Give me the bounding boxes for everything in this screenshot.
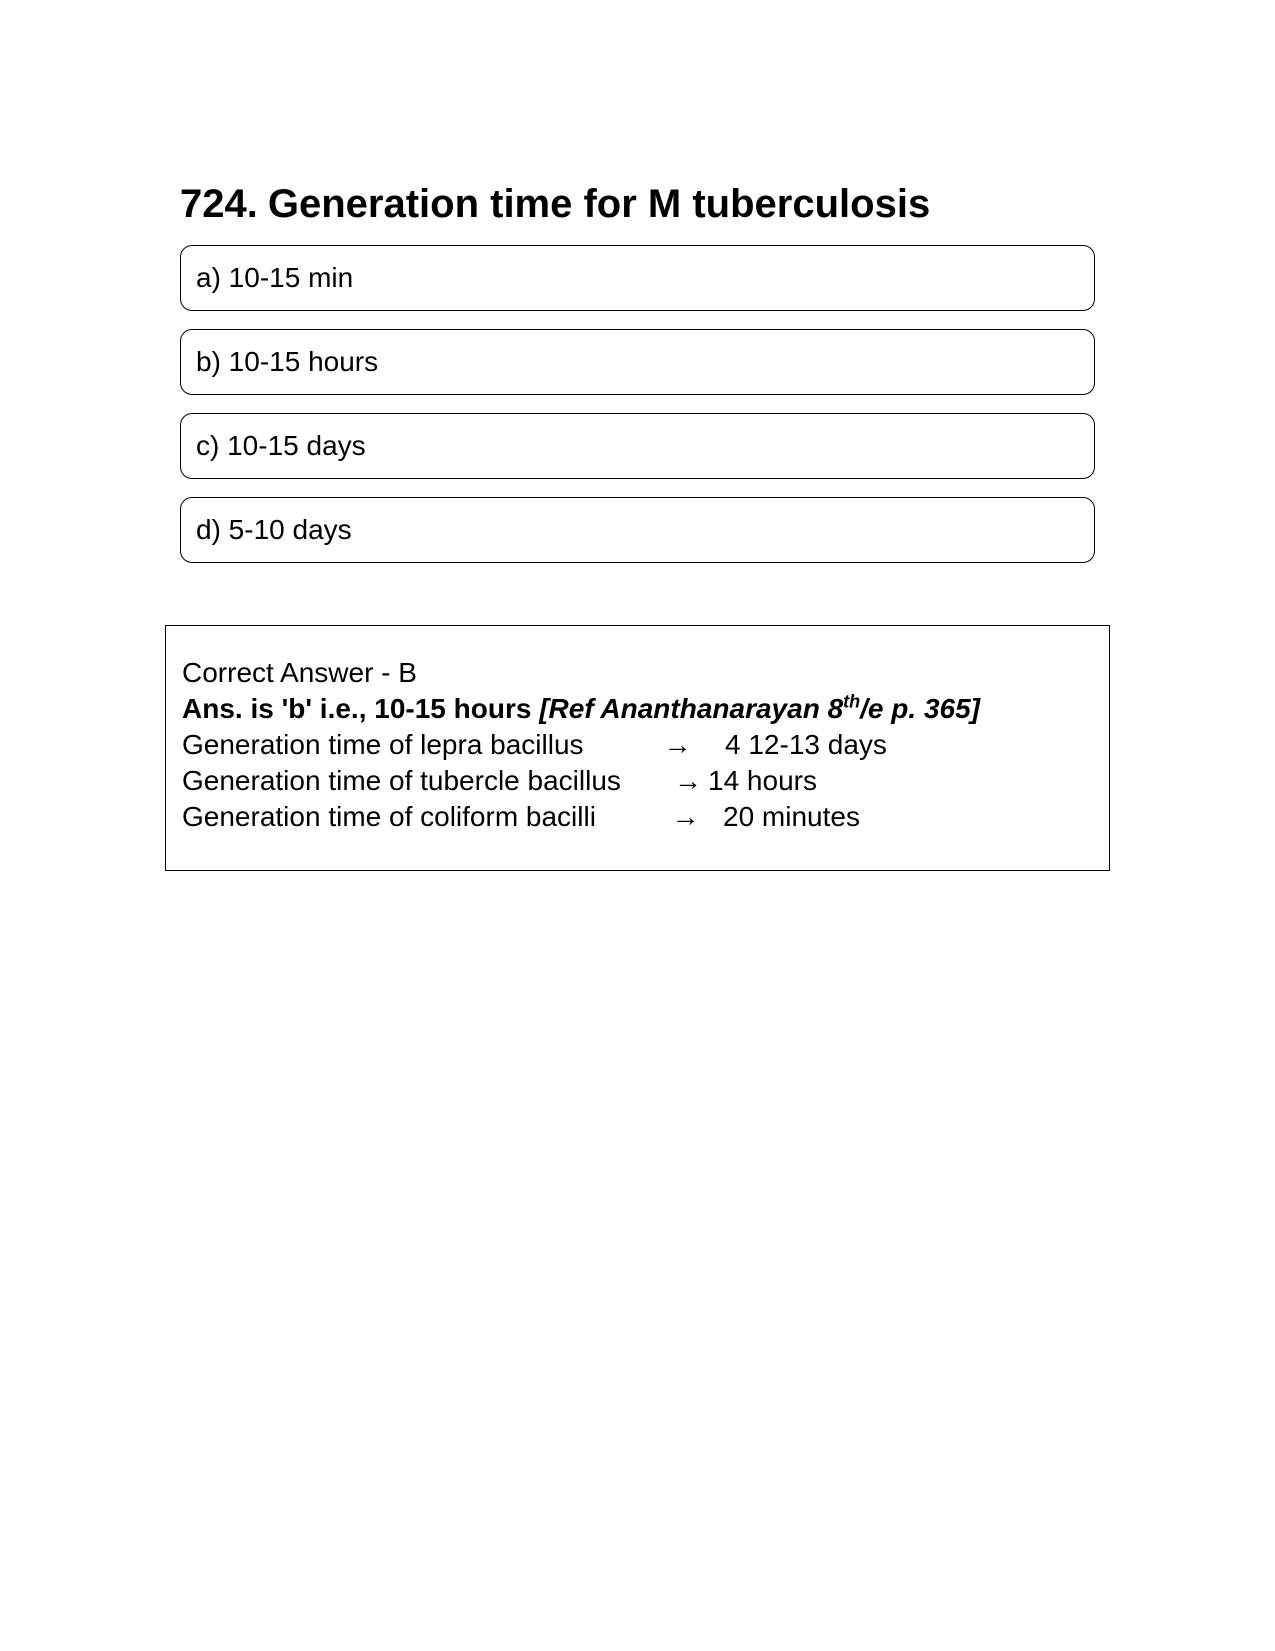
- row-value: 4 12-13 days: [725, 729, 887, 760]
- generation-row-tubercle: [182, 763, 1109, 799]
- question-text: Generation time for M tuberculosis: [267, 182, 931, 226]
- answer-box: [165, 625, 1110, 871]
- generation-row-lepra: [182, 727, 1109, 763]
- option-d-label: d) 5-10 days: [196, 514, 352, 545]
- arrow-icon: →: [674, 765, 702, 796]
- reference-suffix: /e p. 365]: [860, 693, 980, 724]
- row-label: Generation time of coliform bacilli: [182, 801, 596, 832]
- row-label: Generation time of lepra bacillus: [182, 729, 584, 760]
- option-b[interactable]: [180, 329, 1095, 395]
- option-a[interactable]: [180, 245, 1095, 311]
- reference: [539, 693, 980, 724]
- arrow-icon: →: [663, 729, 692, 760]
- row-value: 14 hours: [708, 765, 817, 796]
- option-d[interactable]: [180, 497, 1095, 563]
- option-c-label: c) 10-15 days: [196, 430, 366, 461]
- explanation-text: Ans. is 'b' i.e., 10-15 hours: [182, 693, 540, 724]
- correct-answer: Correct Answer - B: [182, 657, 417, 688]
- option-b-label: b) 10-15 hours: [196, 346, 379, 377]
- option-c[interactable]: [180, 413, 1095, 479]
- question-title: [180, 176, 930, 232]
- option-a-label: a) 10-15 min: [196, 262, 354, 293]
- explanation: [182, 691, 1109, 727]
- question-number: 724.: [180, 182, 258, 226]
- row-value: 20 minutes: [723, 801, 860, 832]
- generation-row-coliform: [182, 799, 1109, 835]
- arrow-icon: →: [671, 801, 700, 832]
- reference-superscript: th: [843, 691, 861, 712]
- reference-prefix: [Ref Ananthanarayan 8: [539, 693, 844, 724]
- row-label: Generation time of tubercle bacillus: [182, 765, 621, 796]
